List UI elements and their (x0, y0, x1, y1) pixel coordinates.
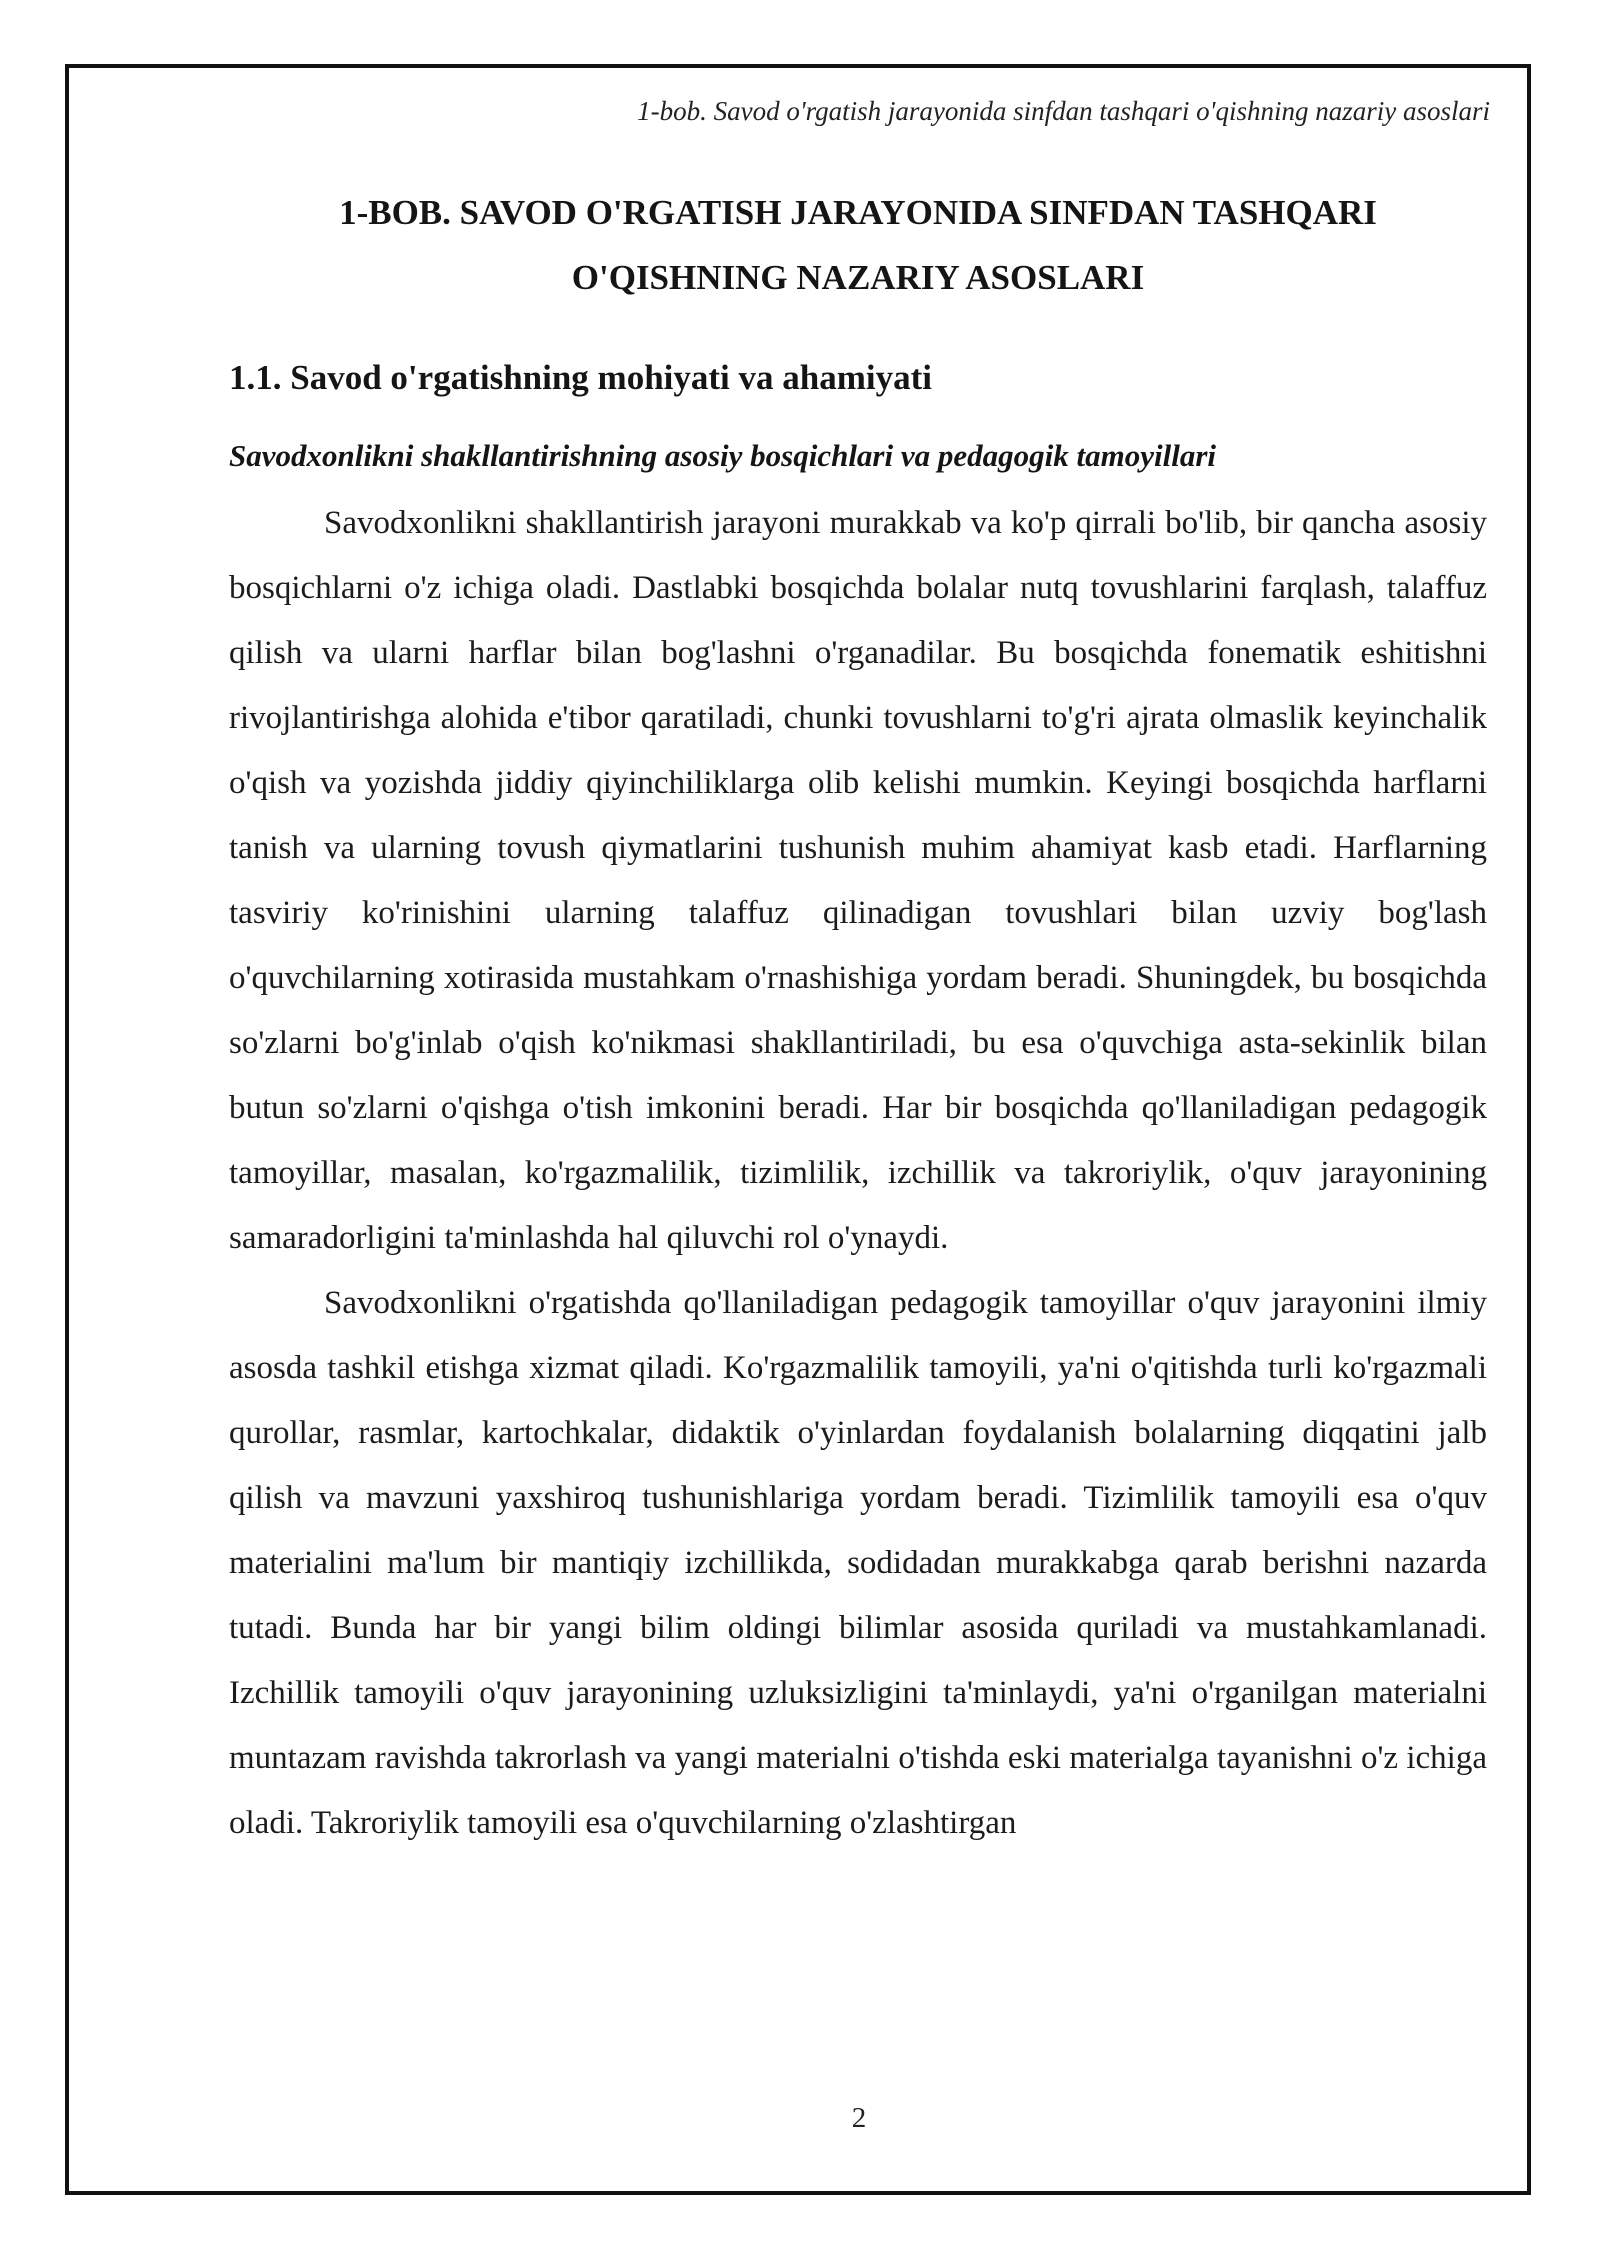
chapter-title (229, 180, 1487, 310)
chapter-title-line-2: O'QISHNING NAZARIY ASOSLARI (571, 258, 1145, 297)
body-paragraph-1: Savodxonlikni shakllantirish jarayoni murakkab va ko'p qirrali bo'lib, bir qancha asosiy bosqichlarni o'z ichiga oladi. Dastlabki bosqichda bolalar nutq tovushlarini farqlash, talaffuz qilish va ularni harflar bilan bog'lashni o'rganadilar. Bu bosqichda fonematik eshitishni rivojlantirishga alohida e'tibor qaratiladi, chunki tovushlarni to'g'ri ajrata olmaslik keyinchalik o'qish va yozishda jiddiy qiyinchiliklarga olib kelishi mumkin. Keyingi bosqichda harflarni tanish va ularning tovush qiymatlarini tushunish muhim ahamiyat kasb etadi. Harflarning tasviriy ko'rinishini ularning talaffuz qilinadigan tovushlari bilan uzviy bog'lash o'quvchilarning xotirasida mustahkam o'rnashishiga yordam beradi. Shuningdek, bu bosqichda so'zlarni bo'g'inlab o'qish ko'nikmasi shakllantiriladi, bu esa o'quvchiga asta-sekinlik bilan butun so'zlarni o'qishga o'tish imkonini beradi. Har bir bosqichda qo'llaniladigan pedagogik tamoyillar, masalan, ko'rgazmalilik, tizimlilik, izchillik va takroriylik, o'quv jarayonining samaradorligini ta'minlashda hal qiluvchi rol o'ynaydi. (229, 505, 1487, 1256)
chapter-title-line-1: 1-BOB. SAVOD O'RGATISH JARAYONIDA SINFDAN TASHQARI (339, 193, 1377, 232)
page-number: 2 (851, 2102, 867, 2134)
page-content (229, 180, 1487, 1856)
section-title: 1.1. Savod o'rgatishning mohiyati va ahamiyati (229, 358, 933, 397)
subsection-title: Savodxonlikni shakllantirishning asosiy bosqichlari va pedagogik tamoyillari (229, 438, 1216, 473)
running-header: 1-bob. Savod o'rgatish jarayonida sinfdan tashqari o'qishning nazariy asoslari (637, 96, 1490, 126)
body-paragraph-2: Savodxonlikni o'rgatishda qo'llaniladigan pedagogik tamoyillar o'quv jarayonini ilmiy asosda tashkil etishga xizmat qiladi. Ko'rgazmalilik tamoyili, ya'ni o'qitishda turli ko'rgazmali qurollar, rasmlar, kartochkalar, didaktik o'yinlardan foydalanish bolalarning diqqatini jalb qilish va mavzuni yaxshiroq tushunishlariga yordam beradi. Tizimlilik tamoyili esa o'quv materialini ma'lum bir mantiqiy izchillikda, sodidadan murakkabga qarab berishni nazarda tutadi. Bunda har bir yangi bilim oldingi bilimlar asosida quriladi va mustahkamlanadi. Izchillik tamoyili o'quv jarayonining uzluksizligini ta'minlaydi, ya'ni o'rganilgan materialni muntazam ravishda takrorlash va yangi materialni o'tishda eski materialga tayanishni o'z ichiga oladi. Takroriylik tamoyili esa o'quvchilarning o'zlashtirgan (229, 1285, 1487, 1841)
